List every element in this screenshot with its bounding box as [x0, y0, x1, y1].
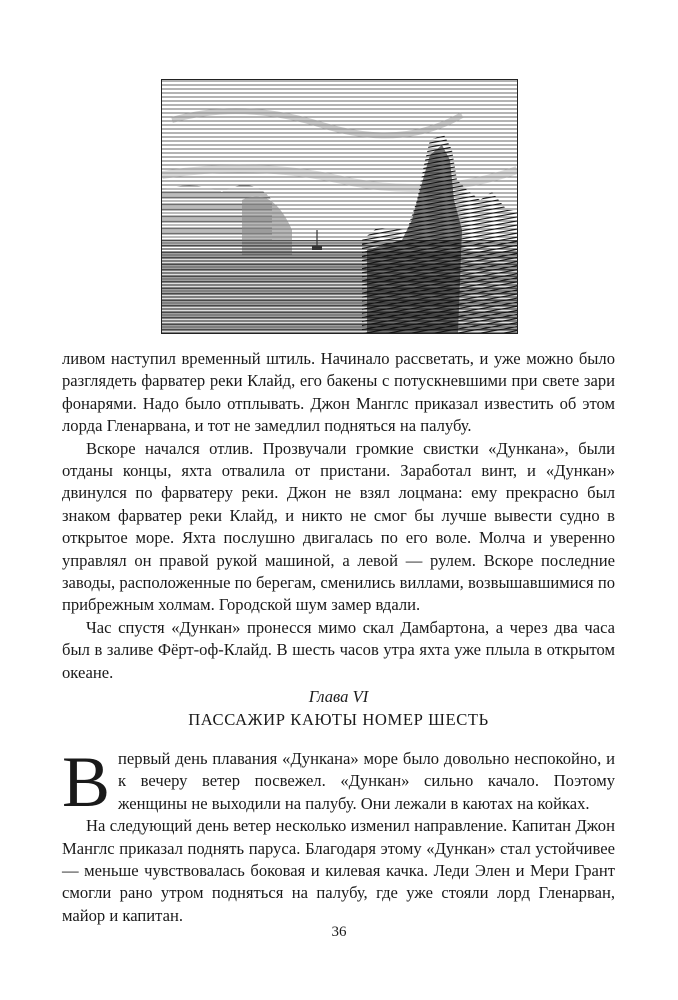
engraving-illustration [161, 79, 518, 334]
page-number: 36 [331, 924, 347, 940]
paragraph: ливом наступил временный штиль. Начинало рассветать, и уже можно было разглядеть фарватер реки Клайд, его бакены с потускневшими при свете зари фонарями. Надо было отплывать. Джон Манглс приказал известить об этом лорда Гленарвана, и тот не замедлил подняться на палубу. [62, 349, 615, 436]
engraving-seascape-cliffs-icon [162, 80, 517, 333]
chapter-label: Глава VI [308, 687, 369, 706]
continued-text [62, 348, 615, 684]
paragraph: Час спустя «Дункан» пронесся мимо скал Дамбартона, а через два часа был в заливе Фёрт-оф-Клайд. В шесть часов утра яхта уже плыла в открытом океане. [62, 617, 615, 682]
chapter-first-paragraph [62, 742, 615, 822]
chapter-body [62, 742, 615, 927]
paragraph: Вскоре начался отлив. Прозвучали громкие свистки «Дункана», были отданы концы, яхта отвалила от пристани. Заработал винт, и «Дункан» двинулся по фарватеру реки. Джон не взял лоцмана: ему прекрасно был знаком фарватер реки Клайд, и никто не смог бы лучше вывести судно в открытое море. Яхта послушно двигалась по его воле. Молча и уверенно управлял он правой рукой машиной, а левой — рулем. Вскоре последние заводы, расположенные по берегам, сменились виллами, возвышавшимися по прибрежным холмам. Городской шум замер вдали. [62, 438, 615, 615]
paragraph: На следующий день ветер несколько изменил направление. Капитан Джон Манглс приказал поднять паруса. Благодаря этому «Дункан» стал устойчивее — меньше чувствовалась боковая и килевая качка. Леди Элен и Мери Грант смогли рано утром подняться на палубу, где уже стояли лорд Гленарван, майор и капитан. [62, 816, 615, 925]
drop-cap: В [62, 742, 111, 822]
first-paragraph-text: первый день плавания «Дункана» море было довольно неспокойно, и к вечеру ветер посвежел. «Дункан» сильно качало. Поэтому женщины не выходили на палубу. Они лежали в каютах на койках. [118, 749, 615, 813]
chapter-title: ПАССАЖИР КАЮТЫ НОМЕР ШЕСТЬ [188, 710, 489, 729]
